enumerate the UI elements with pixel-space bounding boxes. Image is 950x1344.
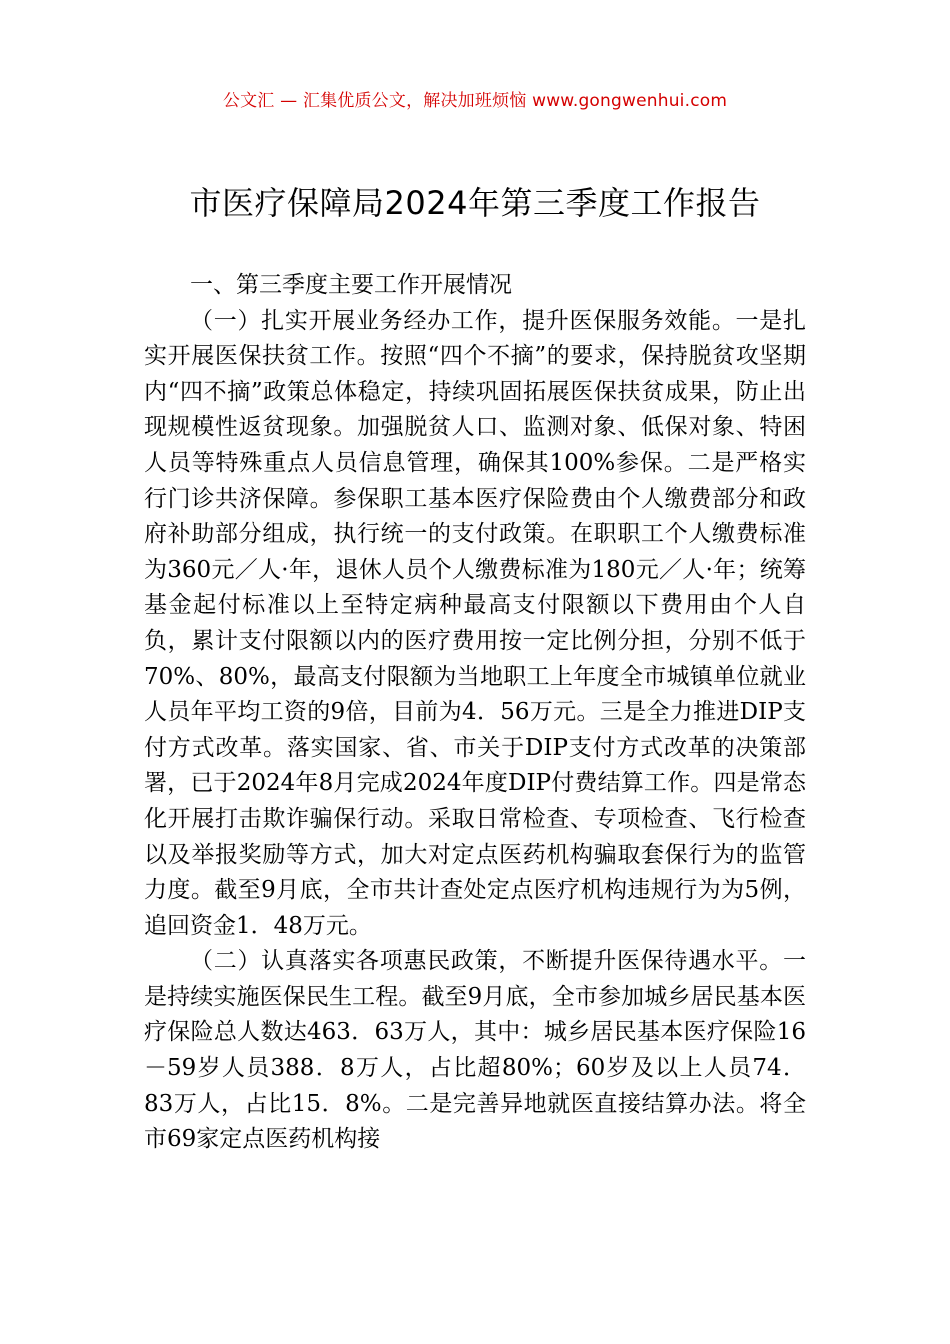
header-watermark: 公文汇 — 汇集优质公文，解决加班烦恼 www.gongwenhui.com xyxy=(222,91,728,111)
paragraph-1: （一）扎实开展业务经办工作，提升医保服务效能。一是扎实开展医保扶贫工作。按照“四个不摘”的要求，保持脱贫攻坚期内“四不摘”政策总体稳定，持续巩固拓展医保扶贫成果，防止出现规模性返贫现象。加强脱贫人口、监测对象、低保对象、特困人员等特殊重点人员信息管理，确保其100%参保。二是严格实行门诊共济保障。参保职工基本医疗保险费由个人缴费部分和政府补助部分组成，执行统一的支付政策。在职职工个人缴费标准为360元／人·年，退休人员个人缴费标准为180元／人·年；统筹基金起付标准以上至特定病种最高支付限额以下费用由个人自负，累计支付限额以内的医疗费用按一定比例分担，分别不低于70%、80%，最高支付限额为当地职工上年度全市城镇单位就业人员年平均工资的9倍，目前为4．56万元。三是全力推进DIP支付方式改革。落实国家、省、市关于DIP支付方式改革的决策部署，已于2024年8月完成2024年度DIP付费结算工作。四是常态化开展打击欺诈骗保行动。采取日常检查、专项检查、飞行检查以及举报奖励等方式，加大对定点医药机构骗取套保行为的监管力度。截至9月底，全市共计查处定点医疗机构违规行为为5例，追回资金1．48万元。 xyxy=(144,307,806,939)
document-title: 市医疗保障局2024年第三季度工作报告 xyxy=(189,184,761,222)
document-body xyxy=(144,268,806,1158)
section-heading: 一、第三季度主要工作开展情况 xyxy=(190,272,512,298)
paragraph-2: （二）认真落实各项惠民政策，不断提升医保待遇水平。一是持续实施医保民生工程。截至9月底，全市参加城乡居民基本医疗保险总人数达463．63万人，其中：城乡居民基本医疗保险16－59岁人员388．8万人，占比超80%；60岁及以上人员74．83万人，占比15．8%。二是完善异地就医直接结算办法。将全市69家定点医药机构接 xyxy=(144,948,806,1153)
